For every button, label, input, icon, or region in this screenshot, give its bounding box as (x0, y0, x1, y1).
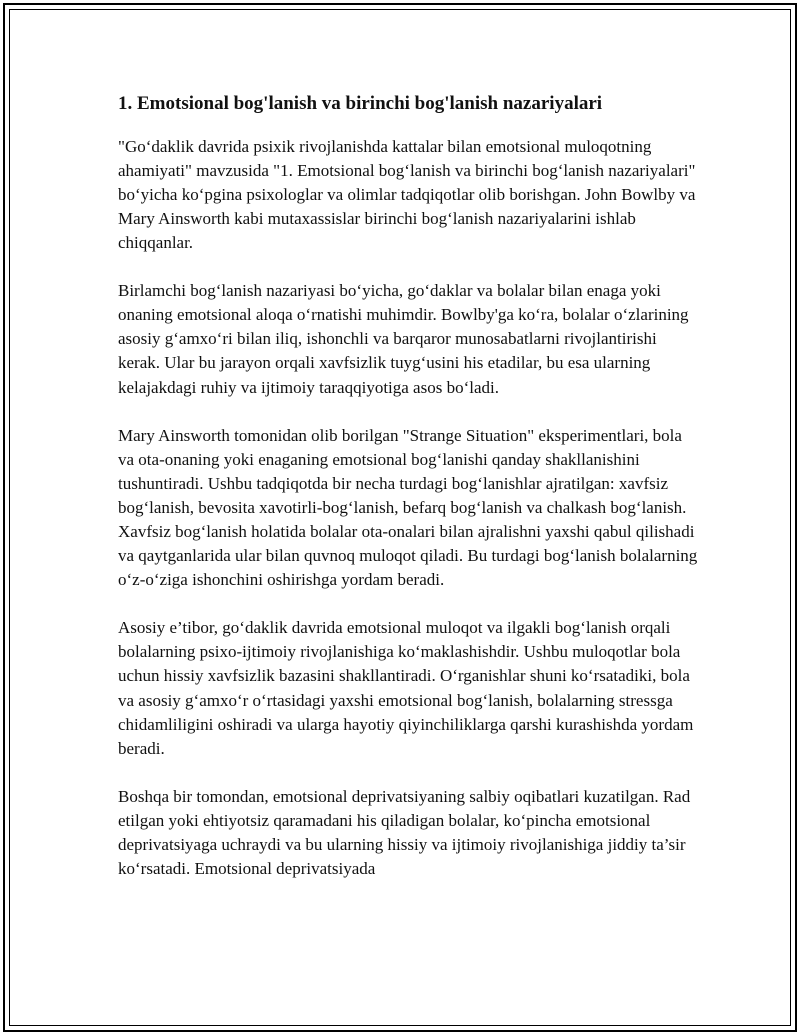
paragraph-4: Asosiy e’tibor, go‘daklik davrida emotsional muloqot va ilgakli bog‘lanish orqali bolalarning psixo-ijtimoiy rivojlanishiga ko‘maklashishdir. Ushbu muloqotlar bola uchun hissiy xavfsizlik bazasini shakllantiradi. O‘rganishlar shuni ko‘rsatadiki, bola va asosiy g‘amxo‘r o‘rtasidagi yaxshi emotsional bog‘lanish, bolalarning stressga chidamliligini oshiradi va ularga hayotiy qiyinchiliklarga qarshi kurashishda yordam beradi. (118, 618, 694, 758)
paragraph-5: Boshqa bir tomondan, emotsional deprivatsiyaning salbiy oqibatlari kuzatilgan. Rad etilgan yoki ehtiyotsiz qaramadani his qiladigan bolalar, ko‘pincha emotsional deprivatsiyaga uchraydi va bu ularning hissiy va ijtimoiy rivojlanishiga jiddiy ta’sir ko‘rsatadi. Emotsional deprivatsiyada (118, 786, 691, 879)
document-body (118, 92, 698, 905)
paragraph-3: Mary Ainsworth tomonidan olib borilgan "Strange Situation" eksperimentlari, bola va ota-onaning yoki enaganing emotsional bog‘lanishi qanday shakllanishini tushuntiradi. Ushbu tadqiqotda bir necha turdagi bog‘lanishlar ajratilgan: xavfsiz bog‘lanish, bevosita xavotirli-bog‘lanish, befarq bog‘lanish va chalkash bog‘lanish. Xavfsiz bog‘lanish holatida bolalar ota-onalari bilan ajralishni yaxshi qabul qilishadi va qaytganlarida ular bilan quvnoq muloqot qiladi. Bu turdagi bog‘lanish bolalarning o‘z-o‘ziga ishonchini oshirishga yordam beradi. (118, 425, 698, 590)
paragraph-2: Birlamchi bog‘lanish nazariyasi bo‘yicha, go‘daklar va bolalar bilan enaga yoki onaning emotsional aloqa o‘rnatishi muhimdir. Bowlby'ga ko‘ra, bolalar o‘zlarining asosiy g‘amxo‘ri bilan iliq, ishonchli va barqaror munosabatlarni rivojlantirishi kerak. Ular bu jarayon orqali xavfsizlik tuyg‘usini his etadilar, bu esa ularning kelajakdagi ruhiy va ijtimoiy taraqqiyotiga asos bo‘ladi. (118, 281, 689, 397)
paragraph-1: "Go‘daklik davrida psixik rivojlanishda kattalar bilan emotsional muloqotning ahamiyati" mavzusida "1. Emotsional bog‘lanish va birinchi bog‘lanish nazariyalari" bo‘yicha ko‘pgina psixologlar va olimlar tadqiqotlar olib borishgan. John Bowlby va Mary Ainsworth kabi mutaxassislar birinchi bog‘lanish nazariyalarini ishlab chiqqanlar. (118, 136, 696, 253)
page-title: 1. Emotsional bog'lanish va birinchi bog'lanish nazariyalari (118, 93, 603, 114)
